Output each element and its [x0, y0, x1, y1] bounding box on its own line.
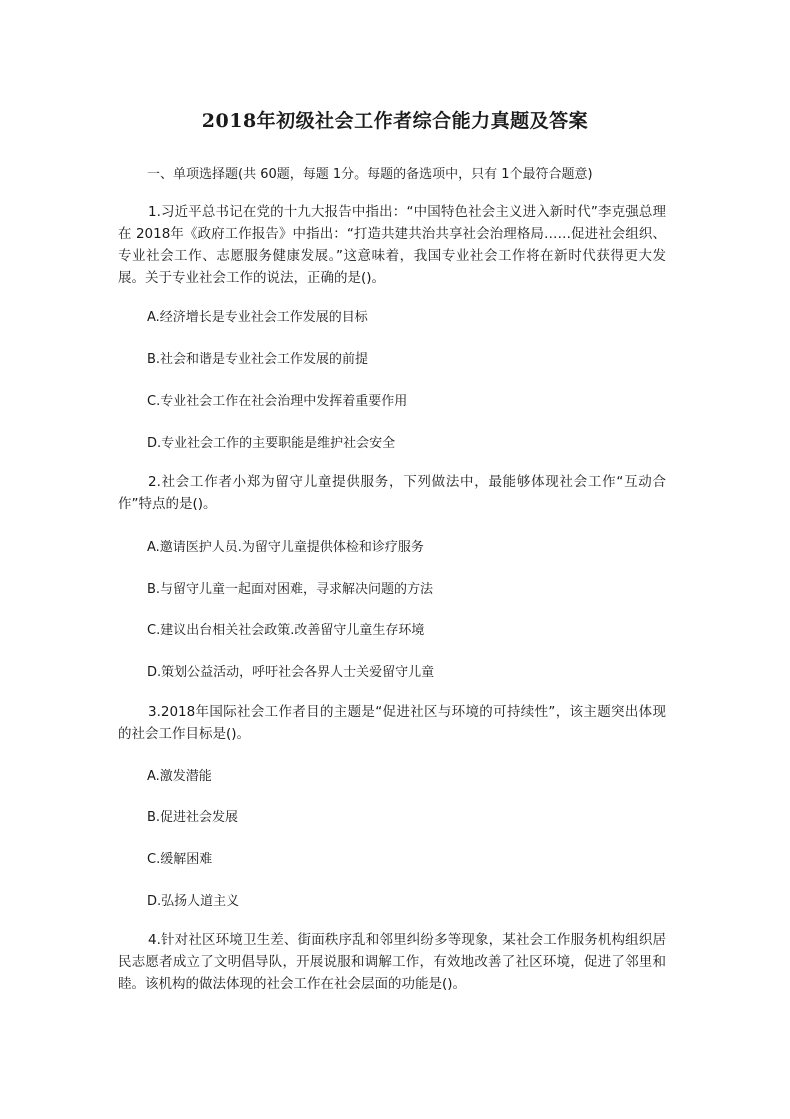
answer-option: A.邀请医护人员.为留守儿童提供体检和诊疗服务: [147, 540, 424, 555]
answer-option: B.与留守儿童一起面对困难，寻求解决问题的方法: [147, 582, 434, 597]
question-stem: 4.针对社区环境卫生差、街面秩序乱和邻里纠纷多等现象，某社会工作服务机构组织居民志愿者成立了文明倡导队，开展说服和调解工作，有效地改善了社区环境，促进了邻里和睦。该机构的做法体现的社会工作在社会层面的功能是()。: [118, 932, 666, 992]
answer-option: C.建议出台相关社会政策.改善留守儿童生存环境: [147, 623, 425, 638]
section-heading: 一、单项选择题(共 60题，每题 1分。每题的备选项中，只有 1个最符合题意): [147, 167, 593, 182]
answer-option: C.专业社会工作在社会治理中发挥着重要作用: [147, 394, 408, 409]
answer-option: B.促进社会发展: [147, 810, 239, 825]
answer-option: D.策划公益活动，呼吁社会各界人士关爱留守儿童: [147, 665, 435, 680]
question-stem: 2.社会工作者小郑为留守儿童提供服务，下列做法中，最能够体现社会工作“互动合作”特点的是()。: [118, 474, 666, 512]
answer-option: A.激发潜能: [147, 769, 212, 784]
page-title: 2018年初级社会工作者综合能力真题及答案: [201, 110, 589, 132]
answer-option: D.专业社会工作的主要职能是维护社会安全: [147, 436, 396, 451]
question-stem: 1.习近平总书记在党的十九大报告中指出：“中国特色社会主义进入新时代”李克强总理在 2018年《政府工作报告》中指出：“打造共建共治共享社会治理格局……促进社会组织、专业社会工作、志愿服务健康发展。”这意味着，我国专业社会工作将在新时代获得更大发展。关于专业社会工作的说法，正确的是()。: [118, 204, 666, 286]
answer-option: A.经济增长是专业社会工作发展的目标: [147, 310, 368, 325]
answer-option: B.社会和谐是专业社会工作发展的前提: [147, 352, 369, 367]
question-stem: 3.2018年国际社会工作者目的主题是“促进社区与环境的可持续性”，该主题突出体现的社会工作目标是()。: [118, 704, 666, 742]
answer-option: D.弘扬人道主义: [147, 894, 240, 909]
answer-option: C.缓解困难: [147, 852, 213, 867]
